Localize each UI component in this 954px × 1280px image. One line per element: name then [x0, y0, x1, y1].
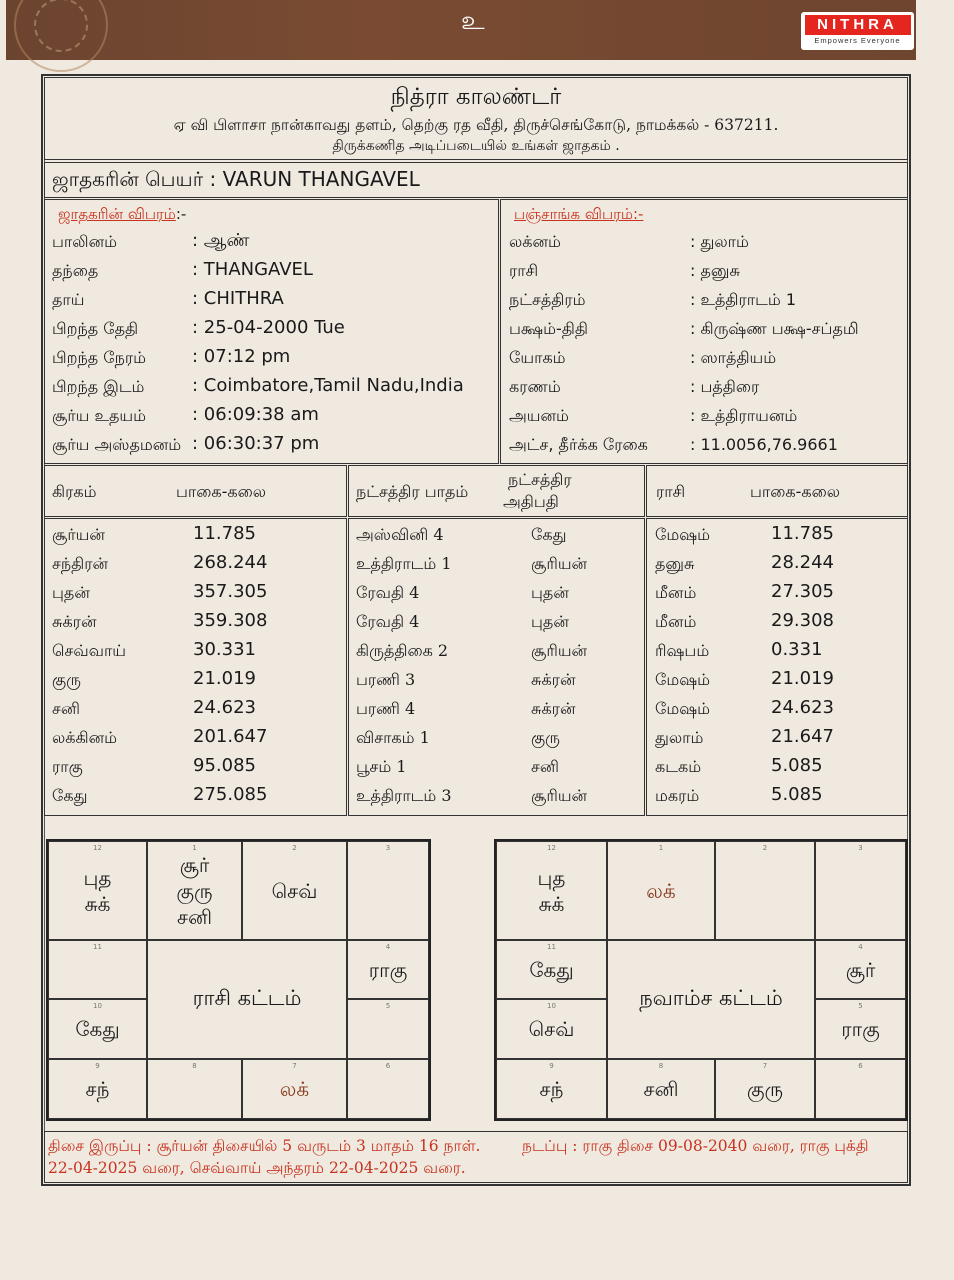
birth-detail-label: சூர்ய உதயம் [52, 406, 147, 425]
planet-rasi-degree: 24.623 [771, 697, 834, 718]
navamsa_chart-house-1 [607, 841, 715, 940]
planet-name: சூர்யன் [52, 525, 105, 544]
navamsa_chart-house-8 [607, 1059, 715, 1119]
planet-abbr: சந் [85, 1077, 110, 1101]
planet-abbr: புத [83, 865, 112, 890]
dasa-current: நடப்பு : ராகு திசை 09-08-2040 வரை, ராகு புக்தி [522, 1137, 869, 1155]
birth-detail-value: : ஆண் [192, 230, 250, 251]
planet-nakshatra-lord: புதன் [531, 612, 569, 631]
planet-nakshatra: உத்திராடம் 3 [356, 786, 452, 805]
planet-rasi-degree: 27.305 [771, 581, 834, 602]
planet-abbr: சூர் [845, 957, 876, 982]
rasi_chart-house-4 [347, 940, 429, 999]
planet-nakshatra-lord: சூரியன் [531, 554, 588, 573]
header-degree: பாகை-கலை [176, 482, 267, 501]
rasi_chart-house-12 [48, 841, 147, 940]
planet-name: கேது [52, 786, 88, 805]
navamsa_chart-house-10 [496, 999, 607, 1059]
planet-rasi-degree: 21.019 [771, 668, 834, 689]
birth-detail-label: பிறந்த இடம் [52, 377, 145, 396]
planet-abbr: கேது [75, 1017, 120, 1041]
planet-nakshatra: பரணி 3 [356, 670, 416, 689]
planet-name: சந்திரன் [52, 554, 109, 573]
planet-nakshatra-lord: சுக்ரன் [531, 670, 576, 689]
planet-abbr: சனி [643, 1077, 679, 1101]
planet-rasi-degree: 0.331 [771, 639, 823, 660]
house-number: 12 [93, 844, 102, 852]
planet-name: லக்கினம் [52, 728, 118, 747]
house-number: 6 [858, 1062, 863, 1070]
name-line [52, 167, 420, 194]
rasi_chart-house-5 [347, 999, 429, 1059]
birth-detail-label: சூர்ய அஸ்தமனம் [52, 435, 182, 454]
house-number: 6 [385, 1062, 391, 1070]
planet-degree: 95.085 [193, 755, 256, 776]
header-nakshatra-lord-1: நட்சத்திர [508, 470, 572, 489]
house-number: 10 [93, 1002, 102, 1010]
header-banner [6, 0, 916, 60]
planet-nakshatra: பூசம் 1 [356, 757, 407, 776]
panchang-value: : தனுசு [690, 261, 740, 280]
planet-degree: 21.019 [193, 668, 256, 689]
planet-nakshatra: பரணி 4 [356, 699, 416, 718]
house-number: 4 [858, 943, 863, 951]
house-number: 5 [385, 1002, 391, 1010]
logo-word: NITHRA [805, 15, 911, 35]
planet-name: குரு [52, 670, 81, 689]
navamsa_chart-house-3 [815, 841, 906, 940]
planet-nakshatra: உத்திராடம் 1 [356, 554, 452, 573]
navamsa_chart-house-5 [815, 999, 906, 1059]
birth-detail-value: : 06:30:37 pm [192, 433, 320, 454]
house-number: 11 [547, 943, 556, 951]
panchang-value: : ஸாத்தியம் [690, 348, 777, 367]
planet-abbr: சூர் [179, 852, 210, 877]
logo-tagline: Empowers Everyone [814, 36, 901, 45]
planet-rasi-degree: 21.647 [771, 726, 834, 747]
uma-symbol: உ [461, 6, 485, 36]
birth-detail-label: பிறந்த தேதி [52, 319, 139, 338]
planet-name: புதன் [52, 583, 90, 602]
planet-nakshatra-lord: குரு [531, 728, 560, 747]
birth-detail-value: : 25-04-2000 Tue [192, 317, 345, 338]
planet-degree: 11.785 [193, 523, 256, 544]
planet-name: ராகு [52, 757, 83, 776]
house-number: 10 [547, 1002, 556, 1010]
planet-rasi: ரிஷபம் [655, 641, 710, 660]
planet-rasi: மீனம் [655, 583, 697, 602]
planet-abbr: கேது [529, 957, 574, 982]
dasa-current-cont: 22-04-2025 வரை, செவ்வாய் அந்தரம் 22-04-2025 வரை. [48, 1159, 466, 1177]
planet-nakshatra: ரேவதி 4 [356, 612, 420, 631]
planet-name: சனி [52, 699, 80, 718]
navamsa_chart-house-11 [496, 940, 607, 999]
header-subtitle: திருக்கணித அடிப்படையில் உங்கள் ஜாதகம் . [332, 138, 620, 154]
navamsa_chart-house-7 [715, 1059, 815, 1119]
planet-rasi-degree: 5.085 [771, 755, 823, 776]
panchang-label: கரணம் [509, 377, 561, 396]
planet-abbr: செவ் [271, 878, 318, 903]
page-title: நித்ரா காலண்டர் [390, 84, 562, 110]
planet-abbr: புத [537, 865, 566, 890]
planet-rasi: மேஷம் [655, 670, 711, 689]
panchang-label: அட்ச, தீர்க்க ரேகை [509, 435, 648, 454]
header-rasi-degree: பாகை-கலை [750, 482, 841, 501]
navamsa_chart-house-12 [496, 841, 607, 940]
rasi_chart-house-7 [242, 1059, 347, 1119]
planet-name: செவ்வாய் [52, 641, 127, 660]
planet-nakshatra: ரேவதி 4 [356, 583, 420, 602]
planet-abbr: சுக் [84, 891, 111, 916]
planet-rasi: தனுசு [655, 554, 695, 573]
planet-abbr: ராகு [841, 1017, 880, 1041]
house-number: 11 [93, 943, 102, 951]
house-number: 1 [658, 844, 664, 852]
birth-detail-value: : CHITHRA [192, 288, 284, 309]
planet-rasi: மேஷம் [655, 699, 711, 718]
birth-detail-value: : 06:09:38 am [192, 404, 319, 425]
navamsa_chart-house-6 [815, 1059, 906, 1119]
panchang-value: : உத்திராடம் 1 [690, 290, 797, 309]
birth-detail-value: : 07:12 pm [192, 346, 291, 367]
planet-nakshatra: கிருத்திகை 2 [356, 641, 449, 660]
planet-rasi: மேஷம் [655, 525, 711, 544]
planet-rasi: மீனம் [655, 612, 697, 631]
header-rasi: ராசி [656, 482, 686, 501]
planet-nakshatra-lord: சுக்ரன் [531, 699, 576, 718]
dasa-balance: திசை இருப்பு : சூர்யன் திசையில் 5 வருடம் 3 மாதம் 16 நாள். [48, 1137, 481, 1155]
house-number: 5 [858, 1002, 863, 1010]
house-number: 8 [658, 1062, 664, 1070]
planet-rasi-degree: 5.085 [771, 784, 823, 805]
rasi-chart-title: ராசி கட்டம் [147, 940, 347, 1059]
nithra-logo [801, 12, 914, 50]
planet-degree: 359.308 [193, 610, 268, 631]
planet-abbr: லக் [646, 878, 676, 903]
panchang-label: ராசி [509, 261, 539, 280]
panchang-label: லக்னம் [509, 232, 561, 251]
rasi_chart-house-11 [48, 940, 147, 999]
planet-nakshatra-lord: புதன் [531, 583, 569, 602]
panchang-value: : உத்திராயனம் [690, 406, 798, 425]
navamsa-chart-title: நவாம்ச கட்டம் [607, 940, 815, 1059]
house-number: 7 [762, 1062, 768, 1070]
panchang-label: அயனம் [509, 406, 569, 425]
planet-name: சுக்ரன் [52, 612, 97, 631]
panchang-value: : துலாம் [690, 232, 749, 251]
birth-detail-value: : THANGAVEL [192, 259, 313, 280]
birth-detail-label: தந்தை [52, 261, 99, 280]
planet-nakshatra-lord: கேது [531, 525, 567, 544]
house-number: 4 [385, 943, 391, 951]
planet-nakshatra: அஸ்வினி 4 [356, 525, 444, 544]
planet-nakshatra: விசாகம் 1 [356, 728, 430, 747]
panchang-value: : பத்திரை [690, 377, 760, 396]
planet-rasi-degree: 29.308 [771, 610, 834, 631]
house-number: 3 [858, 844, 863, 852]
rasi_chart-house-3 [347, 841, 429, 940]
planet-rasi-degree: 28.244 [771, 552, 834, 573]
birth-details-heading: ஜாதகரின் விபரம்:- [58, 205, 187, 223]
planet-abbr: சந் [539, 1077, 564, 1101]
planet-abbr: குரு [176, 878, 213, 903]
name-label: ஜாதகரின் பெயர் : [52, 167, 217, 191]
panchang-label: நட்சத்திரம் [509, 290, 586, 309]
navamsa_chart-house-2 [715, 841, 815, 940]
person-name: VARUN THANGAVEL [222, 167, 420, 191]
birth-detail-label: பாலினம் [52, 232, 117, 251]
planet-degree: 201.647 [193, 726, 268, 747]
rasi_chart-house-9 [48, 1059, 147, 1119]
rasi_chart-house-2 [242, 841, 347, 940]
planet-degree: 24.623 [193, 697, 256, 718]
planet-abbr: குரு [746, 1077, 784, 1101]
planet-degree: 268.244 [193, 552, 268, 573]
planet-abbr: ராகு [368, 957, 408, 982]
planet-abbr: லக் [279, 1077, 310, 1101]
planet-rasi-degree: 11.785 [771, 523, 834, 544]
rasi_chart-house-1 [147, 841, 242, 940]
header-nakshatra-pada: நட்சத்திர பாதம் [356, 482, 469, 501]
house-number: 12 [547, 844, 556, 852]
planet-nakshatra-lord: சனி [531, 757, 559, 776]
house-number: 1 [192, 844, 197, 852]
house-number: 2 [762, 844, 768, 852]
house-number: 2 [292, 844, 297, 852]
navamsa_chart-house-4 [815, 940, 906, 999]
panchang-label: பக்ஷம்-திதி [509, 319, 589, 338]
planet-abbr: செவ் [528, 1017, 575, 1041]
house-number: 8 [192, 1062, 197, 1070]
planet-abbr: சுக் [538, 891, 565, 916]
header-graham: கிரகம் [52, 482, 97, 501]
planet-degree: 357.305 [193, 581, 268, 602]
planet-rasi: மகரம் [655, 786, 700, 805]
panchang-value: : 11.0056,76.9661 [690, 435, 838, 454]
house-number: 3 [385, 844, 391, 852]
planet-degree: 275.085 [193, 784, 268, 805]
panchang-heading: பஞ்சாங்க விபரம்:- [514, 205, 644, 223]
birth-detail-label: தாய் [52, 290, 85, 309]
rasi_chart-house-8 [147, 1059, 242, 1119]
planet-abbr: சனி [177, 904, 212, 929]
house-number: 9 [549, 1062, 554, 1070]
mandala-ornament-inner [34, 0, 88, 52]
rasi_chart-house-10 [48, 999, 147, 1059]
house-number: 7 [292, 1062, 297, 1070]
birth-detail-label: பிறந்த நேரம் [52, 348, 147, 367]
planet-nakshatra-lord: சூரியன் [531, 786, 588, 805]
planet-degree: 30.331 [193, 639, 256, 660]
panchang-label: யோகம் [509, 348, 566, 367]
birth-detail-value: : Coimbatore,Tamil Nadu,India [192, 375, 464, 396]
header-nakshatra-lord-2: அதிபதி [503, 492, 559, 511]
panchang-value: : கிருஷ்ண பக்ஷ-சப்தமி [690, 319, 859, 338]
rasi_chart-house-6 [347, 1059, 429, 1119]
navamsa_chart-house-9 [496, 1059, 607, 1119]
house-number: 9 [95, 1062, 100, 1070]
planet-nakshatra-lord: சூரியன் [531, 641, 588, 660]
planet-rasi: கடகம் [655, 757, 702, 776]
header-address: ஏ வி பிளாசா நான்காவது தளம், தெற்கு ரத வீதி, திருச்செங்கோடு, நாமக்கல் - 637211. [173, 116, 779, 134]
planet-rasi: துலாம் [655, 728, 704, 747]
